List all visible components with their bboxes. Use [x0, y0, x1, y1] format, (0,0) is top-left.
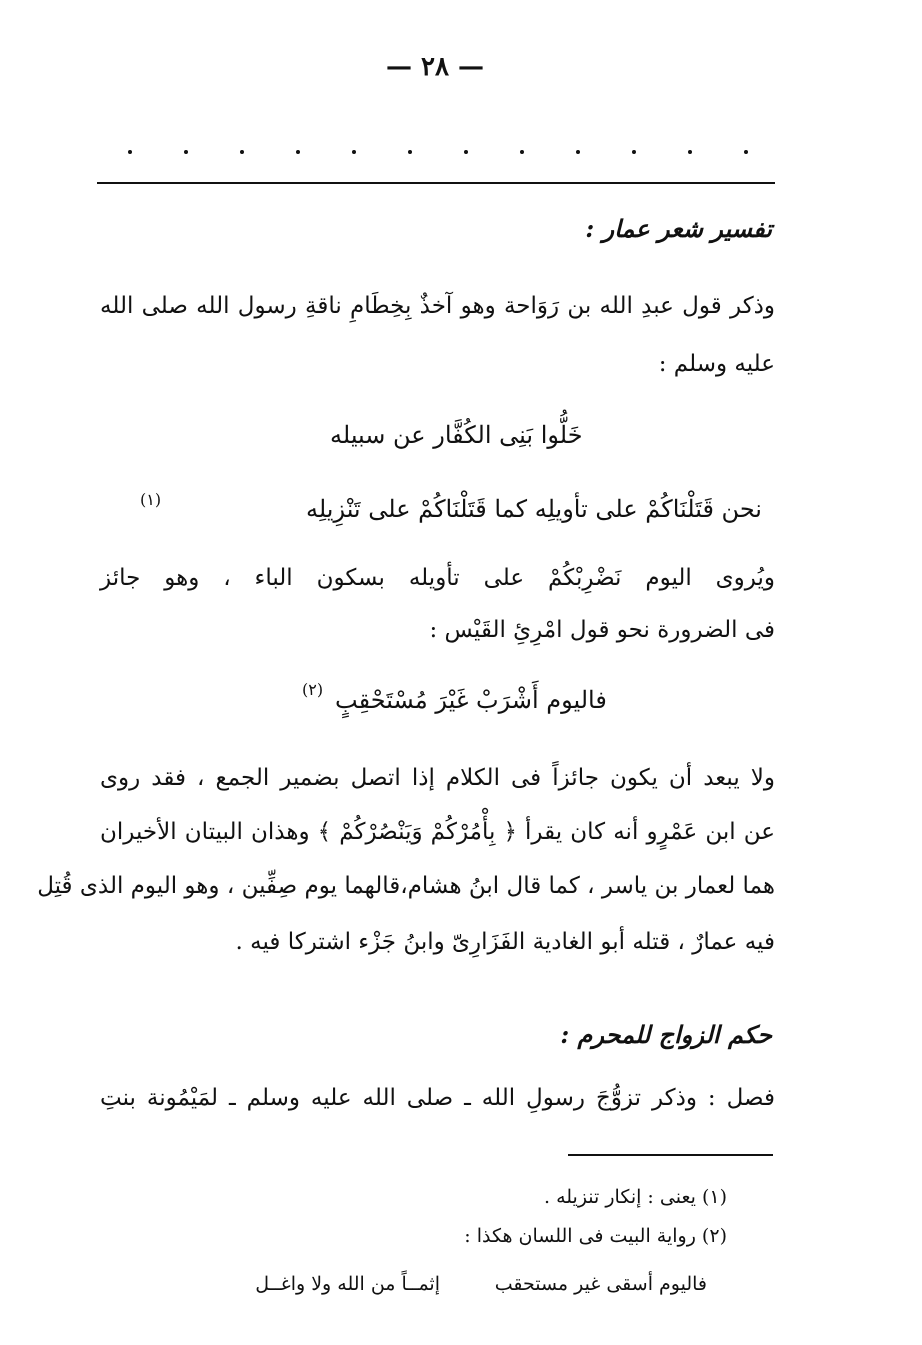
intro-line-2: عليه وسلم :: [658, 351, 775, 377]
footnote-marker-1: (١): [140, 490, 162, 509]
paragraph-2-line-4: فيه عمارٌ ، قتله أبو الغادية الفَزَارِىّ وابنُ جَزْء اشتركا فيه .: [235, 929, 775, 955]
ornament-dot: [184, 150, 188, 154]
ornament-dot: [408, 150, 412, 154]
ornament-dot: [520, 150, 524, 154]
ornament-dot: [240, 150, 244, 154]
paragraph-2-line-3: هما لعمار بن ياسر ، كما قال ابنُ هشام،قالهما يوم صِفِّين ، وهو اليوم الذى قُتِل: [37, 873, 775, 899]
section-heading-marriage-ruling: حكم الزواج للمحرم :: [560, 1020, 772, 1049]
verse-line-2-second-hemistich: كما قَتَلْنَاكُمْ على تَنْزِيلِه: [305, 495, 527, 523]
ornament-dot: [296, 150, 300, 154]
ornament-dot-row: [128, 142, 748, 162]
ornament-dot: [632, 150, 636, 154]
footnote-2: (٢) رواية البيت فى اللسان هكذا :: [464, 1225, 727, 1247]
footnote-2-verse-second-hemistich: إثمــاً من الله ولا واغــل: [255, 1273, 440, 1295]
verse-line-3: فاليوم أَشْرَبْ غَيْرَ مُسْتَحْقِبٍ: [335, 686, 607, 714]
ornament-dot: [576, 150, 580, 154]
page-number: — ٢٨ —: [385, 52, 485, 82]
section-heading-ammar-poem: تفسير شعر عمار :: [585, 214, 772, 243]
footnote-rule: [568, 1154, 773, 1156]
footnote-2-verse-first-hemistich: فاليوم أسقى غير مستحقب: [494, 1273, 707, 1295]
verse-line-1: خَلُّوا بَنِى الكُفَّار عن سبيله: [330, 421, 583, 449]
header-rule: [97, 182, 775, 184]
verse-line-2-first-hemistich: نحن قَتَلْنَاكُمْ على تأويلِه: [534, 495, 762, 523]
ornament-dot: [128, 150, 132, 154]
ornament-dot: [464, 150, 468, 154]
paragraph-1-line-2: فى الضرورة نحو قول امْرِئِ القَيْس :: [429, 617, 775, 643]
ornament-dot: [688, 150, 692, 154]
paragraph-2-line-1: ولا يبعد أن يكون جائزاً فى الكلام إذا اتصل بضمير الجمع ، فقد روى: [100, 765, 775, 791]
section-2-line-1: فصل : وذكر تزوُّجَ رسولِ الله ـ صلى الله عليه وسلم ـ لمَيْمُونة بنتِ: [100, 1085, 775, 1111]
paragraph-1-line-1: ويُروى اليوم نَضْرِبْكُمْ على تأويله بسكون الباء ، وهو جائز: [100, 565, 775, 591]
paragraph-2-line-2: عن ابن عَمْرٍو أنه كان يقرأ ﴿ بِأْمُرْكُمْ وَيَنْصُرْكُمْ ﴾ وهذان البيتان الأخيران: [100, 819, 775, 845]
footnote-marker-2: (٢): [302, 680, 324, 699]
intro-line-1: وذكر قول عبدِ الله بن رَوَاحة وهو آخذٌ بِخِطَامِ ناقةِ رسول الله صلى الله: [100, 293, 775, 319]
ornament-dot: [744, 150, 748, 154]
footnote-1: (١) يعنى : إنكار تنزيله .: [543, 1186, 727, 1208]
ornament-dot: [352, 150, 356, 154]
